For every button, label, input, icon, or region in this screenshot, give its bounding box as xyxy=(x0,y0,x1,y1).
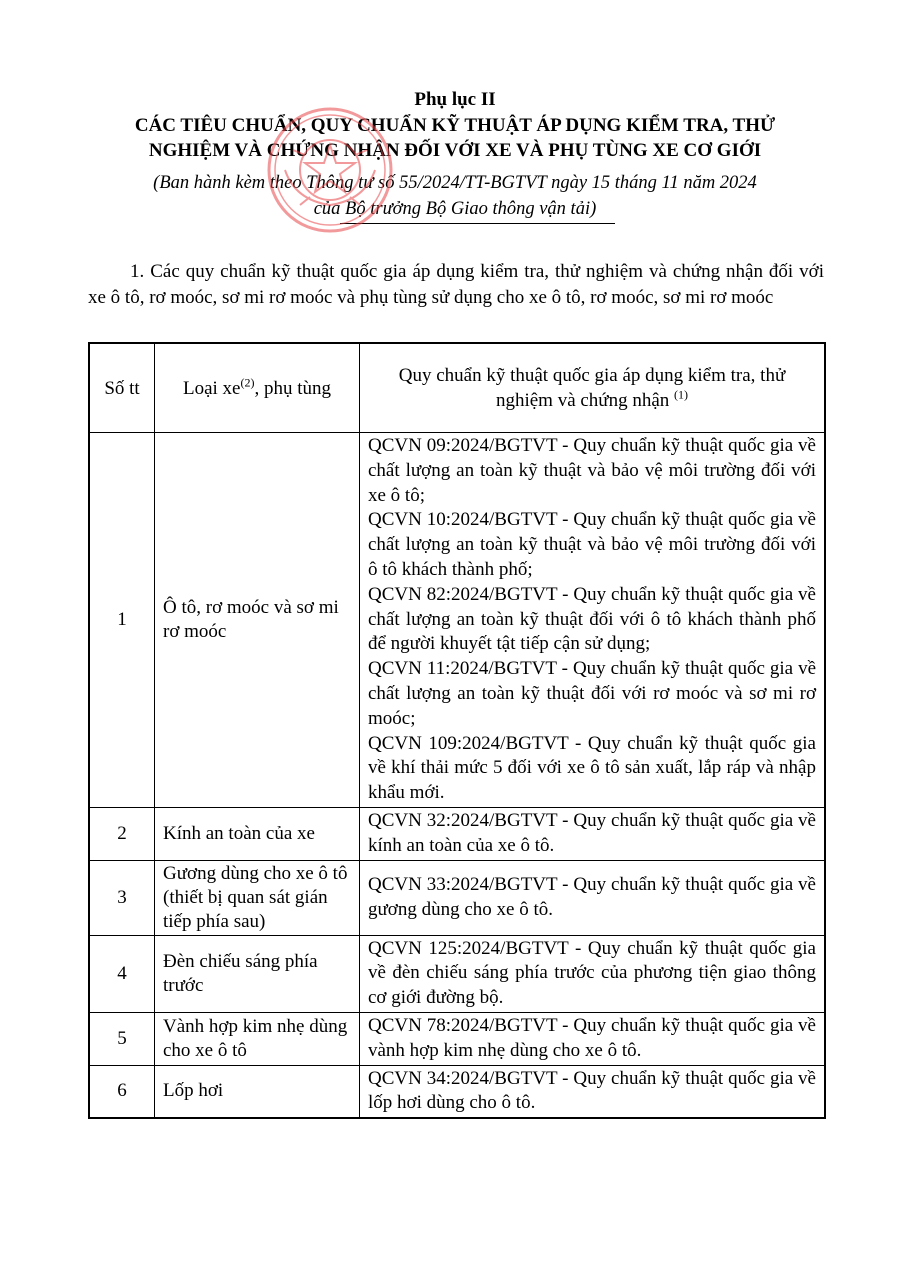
row-vehicle-type: Lốp hơi xyxy=(155,1065,360,1118)
header-vehicle-type-prefix: Loại xe xyxy=(182,377,241,399)
table-row xyxy=(89,1012,825,1065)
standard-item: QCVN 11:2024/BGTVT - Quy chuẩn kỹ thuật quốc gia về chất lượng an toàn kỹ thuật đối với rơ moóc và sơ mi rơ moóc; xyxy=(368,658,816,729)
row-standards xyxy=(360,860,826,935)
table-row xyxy=(89,860,825,935)
intro-paragraph: 1. Các quy chuẩn kỹ thuật quốc gia áp dụng kiểm tra, thử nghiệm và chứng nhận đối với xe ô tô, rơ moóc, sơ mi rơ moóc và phụ tùng sử dụng cho xe ô tô, rơ moóc, sơ mi rơ moóc xyxy=(88,261,824,308)
appendix-title: Phụ lục II xyxy=(414,89,496,110)
row-standards xyxy=(360,807,826,860)
standard-item: QCVN 125:2024/BGTVT - Quy chuẩn kỹ thuật quốc gia về đèn chiếu sáng phía trước của phương tiện giao thông cơ giới đường bộ. xyxy=(368,937,816,1009)
header-standard xyxy=(360,343,826,433)
row-vehicle-type: Gương dùng cho xe ô tô (thiết bị quan sát gián tiếp phía sau) xyxy=(155,860,360,935)
header-standard-sup: (1) xyxy=(674,387,689,402)
document-subtitle xyxy=(100,170,810,222)
row-number: 4 xyxy=(89,935,155,1012)
document-title-line-2: NGHIỆM VÀ CHỨNG NHẬN ĐỐI VỚI XE VÀ PHỤ TÙNG XE CƠ GIỚI xyxy=(148,140,762,161)
row-number: 6 xyxy=(89,1065,155,1118)
standard-item: QCVN 33:2024/BGTVT - Quy chuẩn kỹ thuật quốc gia về gương dùng cho xe ô tô. xyxy=(368,873,816,920)
header-vehicle-type-sup: (2) xyxy=(240,375,255,390)
subtitle-line-1: (Ban hành kèm theo Thông tư số 55/2024/TT-BGTVT ngày 15 tháng 11 năm 2024 xyxy=(153,173,757,193)
standard-item: QCVN 09:2024/BGTVT - Quy chuẩn kỹ thuật quốc gia về chất lượng an toàn kỹ thuật và bảo vệ môi trường đối với xe ô tô; xyxy=(368,435,816,506)
row-number: 2 xyxy=(89,807,155,860)
standard-item: QCVN 34:2024/BGTVT - Quy chuẩn kỹ thuật quốc gia về lốp hơi dùng cho ô tô. xyxy=(368,1067,816,1114)
row-number: 1 xyxy=(89,433,155,808)
row-standards xyxy=(360,935,826,1012)
table-row xyxy=(89,1065,825,1118)
row-standards xyxy=(360,1012,826,1065)
row-vehicle-type: Đèn chiếu sáng phía trước xyxy=(155,935,360,1012)
standard-item: QCVN 82:2024/BGTVT - Quy chuẩn kỹ thuật quốc gia về chất lượng an toàn kỹ thuật đối với ô tô khách thành phố để người khuyết tật tiếp cận sử dụng; xyxy=(368,583,816,655)
row-vehicle-type: Ô tô, rơ moóc và sơ mi rơ moóc xyxy=(155,433,360,808)
table-row xyxy=(89,433,825,808)
standard-item: QCVN 10:2024/BGTVT - Quy chuẩn kỹ thuật quốc gia về chất lượng an toàn kỹ thuật và bảo vệ môi trường đối với ô tô khách thành phố; xyxy=(368,509,816,580)
title-divider xyxy=(340,223,615,224)
table-row xyxy=(89,935,825,1012)
row-number: 3 xyxy=(89,860,155,935)
standard-item: QCVN 32:2024/BGTVT - Quy chuẩn kỹ thuật quốc gia về kính an toàn của xe ô tô. xyxy=(368,809,816,856)
document-title-line-1: CÁC TIÊU CHUẨN, QUY CHUẨN KỸ THUẬT ÁP DỤNG KIỂM TRA, THỬ xyxy=(134,115,776,136)
header-standard-line-1: Quy chuẩn kỹ thuật quốc gia áp dụng kiểm tra, thử xyxy=(398,365,786,386)
table-header-row xyxy=(89,343,825,433)
row-number: 5 xyxy=(89,1012,155,1065)
document-title xyxy=(100,113,810,163)
standard-item: QCVN 78:2024/BGTVT - Quy chuẩn kỹ thuật quốc gia về vành hợp kim nhẹ dùng cho xe ô tô. xyxy=(368,1014,816,1061)
row-vehicle-type: Vành hợp kim nhẹ dùng cho xe ô tô xyxy=(155,1012,360,1065)
table-row xyxy=(89,807,825,860)
regulations-table xyxy=(88,342,826,1119)
row-standards xyxy=(360,1065,826,1118)
header-no: Số tt xyxy=(89,343,155,433)
row-vehicle-type: Kính an toàn của xe xyxy=(155,807,360,860)
header-vehicle-type xyxy=(155,343,360,433)
standard-item: QCVN 109:2024/BGTVT - Quy chuẩn kỹ thuật quốc gia về khí thải mức 5 đối với xe ô tô sản xuất, lắp ráp và nhập khẩu mới. xyxy=(368,732,816,804)
row-standards xyxy=(360,433,826,808)
subtitle-line-2: của Bộ trưởng Bộ Giao thông vận tải) xyxy=(313,199,597,219)
header-vehicle-type-suffix: , phụ tùng xyxy=(254,377,332,399)
header-standard-line-2: nghiệm và chứng nhận xyxy=(495,390,670,411)
